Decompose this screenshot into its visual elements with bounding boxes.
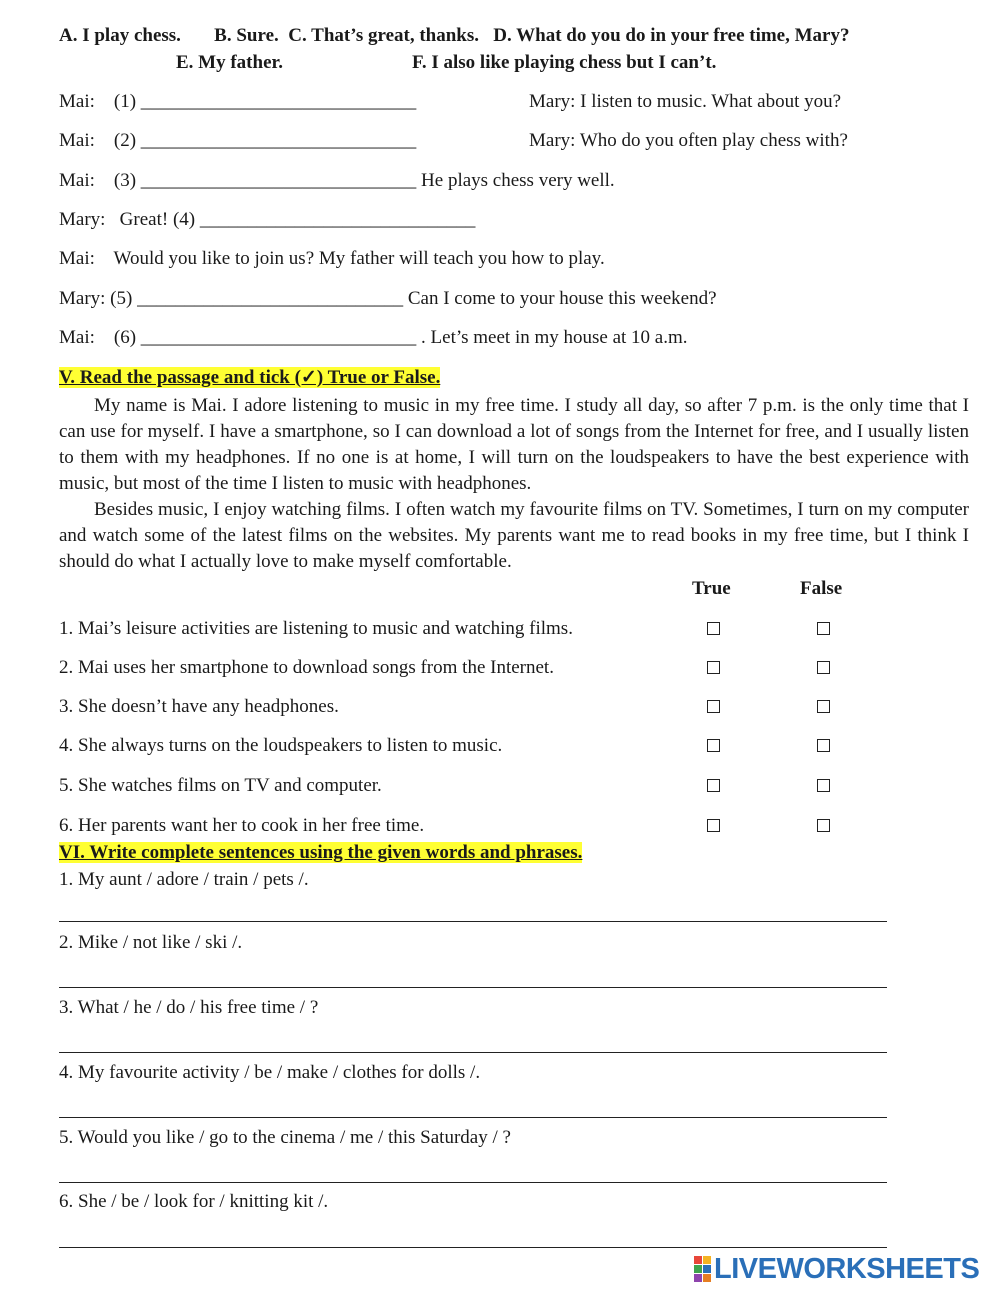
dialogue-line-4: Mary: Great! (4) _____________________________: [59, 209, 476, 230]
section-5-heading-text: V. Read the passage and tick (✓) True or False.: [59, 367, 441, 388]
liveworksheets-logo-text: LIVEWORKSHEETS: [714, 1253, 980, 1285]
logo-block-2: [703, 1256, 711, 1264]
true-checkbox-1[interactable]: [707, 622, 720, 635]
dialogue-line-1: Mai: (1) _____________________________: [59, 91, 417, 112]
prompt-1: 1. My aunt / adore / train / pets /.: [59, 869, 309, 890]
answer-line-4[interactable]: [59, 1117, 887, 1118]
dialogue-response-2: Mary: Who do you often play chess with?: [529, 130, 848, 151]
logo-block-6: [703, 1274, 711, 1282]
answer-line-1[interactable]: [59, 921, 887, 922]
answer-line-6[interactable]: [59, 1247, 887, 1248]
passage-paragraph-2: Besides music, I enjoy watching films. I often watch my favourite films on TV. Sometimes, I turn on my computer and watch some of the latest films on the websites. My parents want me to read books in my free time, but I think I should do what I actually love to make myself comfortable.: [59, 499, 969, 572]
logo-block-3: [694, 1265, 702, 1273]
false-checkbox-3[interactable]: [817, 700, 830, 713]
section-5-heading: [59, 367, 440, 389]
answer-line-5[interactable]: [59, 1182, 887, 1183]
dialogue-line-6: Mary: (5) ____________________________ Can I come to your house this weekend?: [59, 288, 717, 309]
false-checkbox-6[interactable]: [817, 819, 830, 832]
false-checkbox-4[interactable]: [817, 739, 830, 752]
true-checkbox-5[interactable]: [707, 779, 720, 792]
passage-paragraph-1: My name is Mai. I adore listening to music in my free time. I study all day, so after 7 p.m. is the only time that I can use for myself. I have a smartphone, so I can download a lot of songs from the Internet for free, and I usually listen to them with my headphones. If no one is at home, I will turn on the loudspeakers to have the best experience with music, but most of the time I listen to music with headphones.: [59, 395, 969, 494]
dialogue-line-7: Mai: (6) _____________________________ . Let’s meet in my house at 10 a.m.: [59, 327, 688, 348]
prompt-4: 4. My favourite activity / be / make / clothes for dolls /.: [59, 1062, 481, 1083]
answer-line-2[interactable]: [59, 987, 887, 988]
section-6-heading: [59, 842, 582, 864]
prompt-6: 6. She / be / look for / knitting kit /.: [59, 1191, 329, 1212]
statement-4: 4. She always turns on the loudspeakers to listen to music.: [59, 735, 503, 756]
dialogue-line-2: Mai: (2) _____________________________: [59, 130, 417, 151]
statement-1: 1. Mai’s leisure activities are listening to music and watching films.: [59, 618, 573, 639]
true-checkbox-2[interactable]: [707, 661, 720, 674]
prompt-3: 3. What / he / do / his free time / ?: [59, 997, 319, 1018]
statement-6: 6. Her parents want her to cook in her free time.: [59, 815, 425, 836]
prompt-2: 2. Mike / not like / ski /.: [59, 932, 243, 953]
dialogue-line-5: Mai: Would you like to join us? My father will teach you how to play.: [59, 248, 605, 269]
true-column-header: True: [692, 578, 731, 599]
liveworksheets-logo: [694, 1254, 979, 1284]
option-line-1: A. I play chess. B. Sure. C. That’s great, thanks. D. What do you do in your free time, Mary?: [59, 25, 850, 46]
false-checkbox-2[interactable]: [817, 661, 830, 674]
logo-block-5: [694, 1274, 702, 1282]
answer-line-3[interactable]: [59, 1052, 887, 1053]
false-column-header: False: [800, 578, 843, 599]
false-checkbox-1[interactable]: [817, 622, 830, 635]
false-checkbox-5[interactable]: [817, 779, 830, 792]
section-6-heading-text: VI. Write complete sentences using the given words and phrases.: [59, 842, 583, 863]
statement-2: 2. Mai uses her smartphone to download songs from the Internet.: [59, 657, 554, 678]
true-checkbox-6[interactable]: [707, 819, 720, 832]
dialogue-line-3: Mai: (3) _____________________________ He plays chess very well.: [59, 170, 615, 191]
true-checkbox-4[interactable]: [707, 739, 720, 752]
dialogue-response-1: Mary: I listen to music. What about you?: [529, 91, 842, 112]
option-f: F. I also like playing chess but I can’t.: [412, 52, 717, 73]
liveworksheets-logo-icon: [694, 1256, 711, 1282]
prompt-5: 5. Would you like / go to the cinema / me / this Saturday / ?: [59, 1127, 511, 1148]
true-checkbox-3[interactable]: [707, 700, 720, 713]
option-e: E. My father.: [176, 52, 283, 73]
statement-5: 5. She watches films on TV and computer.: [59, 775, 382, 796]
logo-block-4: [703, 1265, 711, 1273]
statement-3: 3. She doesn’t have any headphones.: [59, 696, 339, 717]
logo-block-1: [694, 1256, 702, 1264]
